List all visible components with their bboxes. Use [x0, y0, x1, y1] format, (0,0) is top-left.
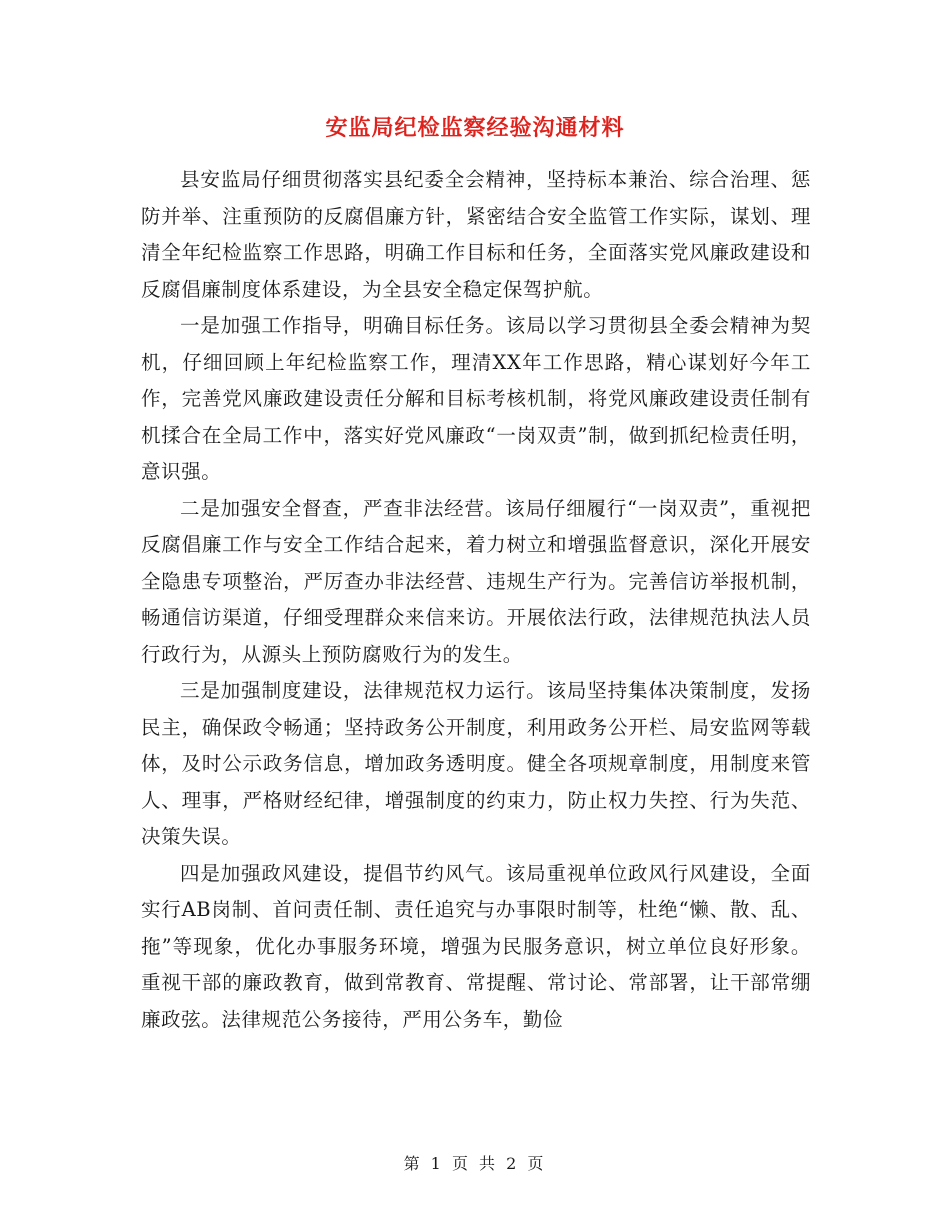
paragraph-intro: 县安监局仔细贯彻落实县纪委全会精神，坚持标本兼治、综合治理、惩防并举、注重预防的反腐倡廉方针，紧密结合安全监管工作实际，谋划、理清全年纪检监察工作思路，明确工作目标和任务，全面落实党风廉政建设和反腐倡廉制度体系建设，为全县安全稳定保驾护航。	[141, 168, 811, 301]
page-footer: 第 1 页 共 2 页	[403, 1154, 547, 1173]
paragraph-institution: 三是加强制度建设，法律规范权力运行。该局坚持集体决策制度，发扬民主，确保政令畅通；坚持政务公开制度，利用政务公开栏、局安监网等载体，及时公示政务信息，增加政务透明度。健全各项规章制度，用制度来管人、理事，严格财经纪律，增强制度的约束力，防止权力失控、行为失范、决策失误。	[141, 679, 811, 848]
document-title: 安监局纪检监察经验沟通材料	[325, 115, 625, 141]
document-body	[141, 162, 811, 1038]
paragraph-guidance: 一是加强工作指导，明确目标任务。该局以学习贯彻县全委会精神为契机，仔细回顾上年纪检监察工作，理清XX年工作思路，精心谋划好今年工作，完善党风廉政建设责任分解和目标考核机制，将党风廉政建设责任制有机揉合在全局工作中，落实好党风廉政“一岗双责”制，做到抓纪检责任明，意识强。	[141, 314, 811, 483]
paragraph-supervision: 二是加强安全督查，严查非法经营。该局仔细履行“一岗双责”，重视把反腐倡廉工作与安全工作结合起来，着力树立和增强监督意识，深化开展安全隐患专项整治，严厉查办非法经营、违规生产行为。完善信访举报机制，畅通信访渠道，仔细受理群众来信来访。开展依法行政，法律规范执法人员行政行为，从源头上预防腐败行为的发生。	[141, 496, 811, 666]
paragraph-conduct: 四是加强政风建设，提倡节约风气。该局重视单位政风行风建设，全面实行AB岗制、首问责任制、责任追究与办事限时制等，杜绝“懒、散、乱、拖”等现象，优化办事服务环境，增强为民服务意识，树立单位良好形象。重视干部的廉政教育，做到常教育、常提醒、常讨论、常部署，让干部常绷廉政弦。法律规范公务接待，严用公务车，勤俭	[141, 861, 811, 1031]
